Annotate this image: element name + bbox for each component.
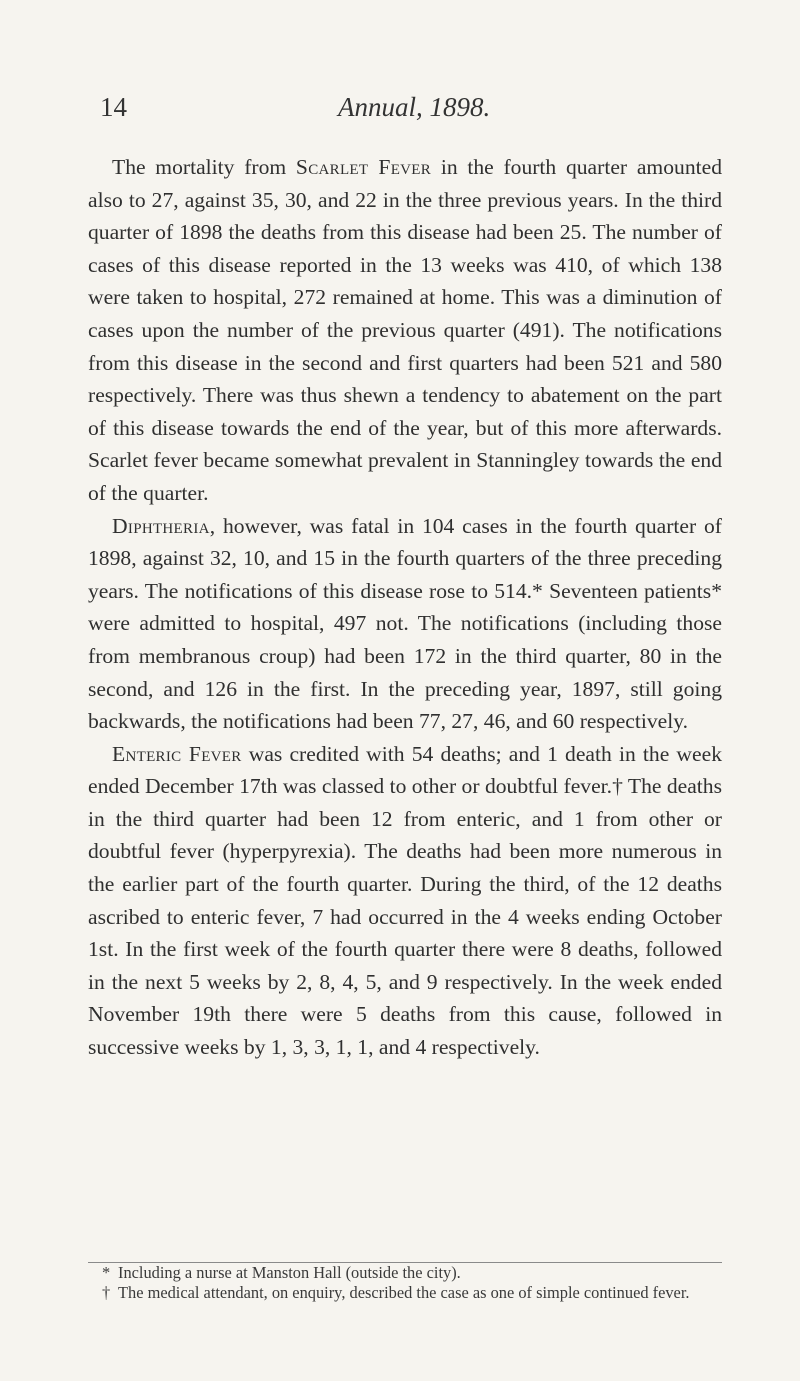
paragraph-scarlet-fever [88,151,722,510]
disease-term: Enteric Fever [112,741,242,766]
paragraph-text: , however, was fatal in 104 cases in the fourth quarter of 1898, against 32, 10, and 15 in the fourth quarters of the three preceding years. The notifications of this disease rose to 514.* Seventeen patients* were admitted to hospital, 497 not. The notifications (including those from membranous croup) had been 172 in the third quarter, 80 in the second, and 126 in the first. In the preceding year, 1897, still going backwards, the notifications had been 77, 27, 46, and 60 respectively. [88,513,722,734]
footnote-text: The medical attendant, on enquiry, described the case as one of simple continued fever. [118,1283,690,1302]
footnote [88,1263,708,1283]
page-number: 14 [100,92,127,122]
page-header [100,92,720,132]
paragraph-lead: The mortality from [112,155,296,179]
footnotes [88,1263,708,1303]
paragraph-text: in the fourth quarter amounted also to 27, against 35, 30, and 22 in the three previous years. In the third quarter of 1898 the deaths from this disease had been 25. The number of cases of this disease reported in the 13 weeks was 410, of which 138 were taken to hospital, 272 remained at home. This was a diminution of cases upon the number of the previous quarter (491). The notifications from this disease in the second and first quarters had been 521 and 580 respectively. There was thus shewn a tendency to abatement on the part of this disease towards the end of the year, but of this more afterwards. Scarlet fever became somewhat prevalent in Stanningley towards the end of the quarter. [88,155,722,505]
running-title: Annual, 1898. [338,92,491,122]
paragraph-diphtheria [88,510,722,738]
disease-term: Scarlet Fever [295,155,432,179]
footnote [88,1283,708,1303]
paragraph-enteric-fever [88,738,722,1064]
body-text [88,151,722,1064]
footnote-text: Including a nurse at Manston Hall (outside the city). [118,1263,461,1282]
footnote-mark: * [102,1263,111,1282]
footnote-mark: † [102,1283,111,1302]
paragraph-text: was credited with 54 deaths; and 1 death in the week ended December 17th was classed to other or doubtful fever.† The deaths in the third quarter had been 12 from enteric, and 1 from other or doubtful fever (hyperpyrexia). The deaths had been more numerous in the earlier part of the fourth quarter. During the third, of the 12 deaths ascribed to enteric fever, 7 had occurred in the 4 weeks ending October 1st. In the first week of the fourth quarter there were 8 deaths, followed in the next 5 weeks by 2, 8, 4, 5, and 9 respectively. In the week ended November 19th there were 5 deaths from this cause, followed in successive weeks by 1, 3, 3, 1, 1, and 4 respectively. [88,741,723,1060]
disease-term: Diphtheria [112,513,210,538]
